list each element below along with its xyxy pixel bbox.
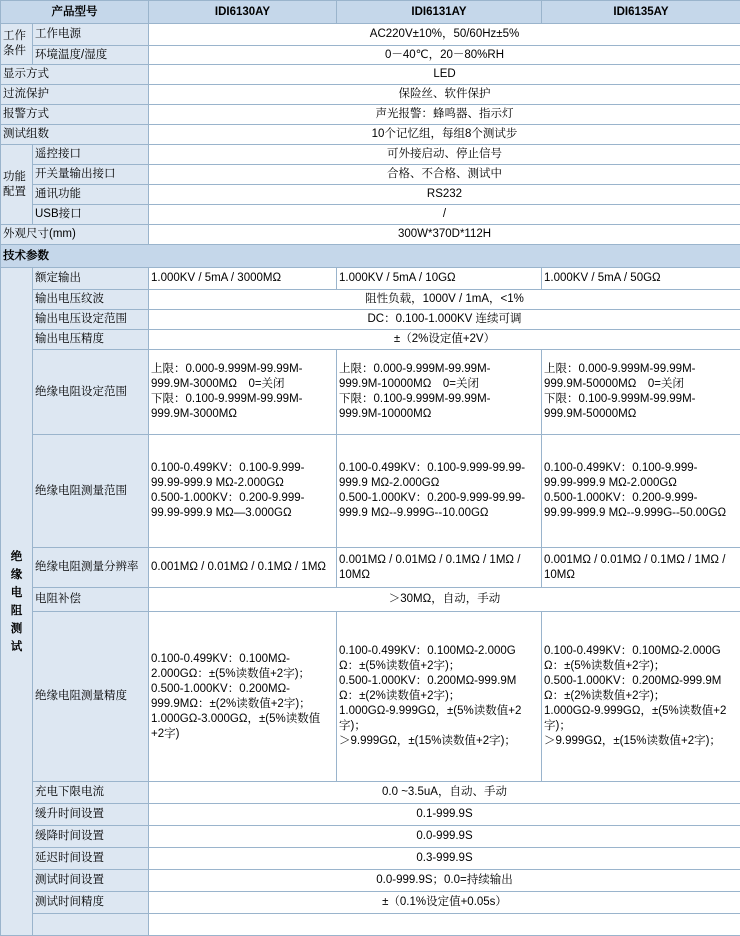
row-label: 绝缘电阻测量精度	[33, 612, 149, 782]
row-label: 环境温度/湿度	[33, 46, 149, 65]
cell-line: 1.000GΩ-3.000GΩ，±(5%读数值	[151, 712, 334, 727]
row-label: 缓降时间设置	[33, 826, 149, 848]
row-value	[337, 612, 542, 782]
model-header-1: IDI6130AY	[149, 1, 337, 24]
cell-line: 99.99-999.9 MΩ--9.999G--50.00GΩ	[544, 506, 738, 521]
row-label: USB接口	[33, 205, 149, 225]
row-value: RS232	[149, 185, 740, 205]
cell-line: 下限：0.100-9.999M-99.99M-	[151, 392, 334, 407]
table-row	[1, 588, 740, 612]
table-row	[1, 826, 740, 848]
cell-line: 0.100-0.499KV：0.100-9.999-	[151, 461, 334, 476]
table-row	[1, 612, 740, 782]
table-row	[1, 290, 740, 310]
cell-line: 0.001MΩ / 0.01MΩ / 0.1MΩ / 1MΩ /	[544, 553, 738, 568]
row-label: 报警方式	[1, 105, 149, 125]
cell-line: 0.500-1.000KV：0.200-9.999-	[151, 491, 334, 506]
row-value: 10个记忆组，每组8个测试步	[149, 125, 740, 145]
row-value	[337, 350, 542, 435]
row-value	[542, 350, 740, 435]
cell-line: 99.99-999.9 MΩ-2.000GΩ	[151, 476, 334, 491]
cell-line: Ω：±(5%读数值+2字)；	[339, 659, 539, 674]
cell-line: 0.500-1.000KV：0.200-9.999-	[544, 491, 738, 506]
cell-line: 0.100-0.499KV：0.100MΩ-2.000G	[544, 644, 738, 659]
cell-line: Ω：±(5%读数值+2字)；	[544, 659, 738, 674]
row-label	[33, 914, 149, 936]
cell-line: 上限：0.000-9.999M-99.99M-	[339, 362, 539, 377]
row-label: 电阻补偿	[33, 588, 149, 612]
row-label: 显示方式	[1, 65, 149, 85]
insulation-test-group	[1, 268, 33, 936]
table-row	[1, 205, 740, 225]
table-row	[1, 782, 740, 804]
cell-line: 2.000GΩ：±(5%读数值+2字)；	[151, 667, 334, 682]
table-row	[1, 435, 740, 548]
row-value: 声光报警：蜂鸣器、指示灯	[149, 105, 740, 125]
row-value: ±（2%设定值+2V）	[149, 330, 740, 350]
cell-line: 99.99-999.9 MΩ—3.000GΩ	[151, 506, 334, 521]
row-value: 0.1-999.9S	[149, 804, 740, 826]
table-row	[1, 848, 740, 870]
table-row	[1, 914, 740, 936]
model-header-3: IDI6135AY	[542, 1, 740, 24]
row-label: 外观尺寸(mm)	[1, 225, 149, 245]
row-value: 1.000KV / 5mA / 10GΩ	[337, 268, 542, 290]
cell-line: 10MΩ	[339, 568, 539, 583]
cell-line: 999.9M-50000MΩ	[544, 407, 738, 422]
row-value	[149, 612, 337, 782]
table-row	[1, 185, 740, 205]
row-label: 开关量输出接口	[33, 165, 149, 185]
row-value	[149, 914, 740, 936]
row-label: 输出电压纹波	[33, 290, 149, 310]
row-label: 充电下限电流	[33, 782, 149, 804]
row-label: 延迟时间设置	[33, 848, 149, 870]
cell-line: 0.500-1.000KV：0.200MΩ-999.9M	[339, 674, 539, 689]
table-row	[1, 225, 740, 245]
table-row	[1, 870, 740, 892]
cell-line: 上限：0.000-9.999M-99.99M-	[544, 362, 738, 377]
row-label: 测试时间设置	[33, 870, 149, 892]
vertical-char: 试	[3, 638, 30, 656]
table-row	[1, 65, 740, 85]
cell-line: +2字)	[151, 727, 334, 742]
cell-line: 下限：0.100-9.999M-99.99M-	[544, 392, 738, 407]
row-value: /	[149, 205, 740, 225]
row-value: 可外接启动、停止信号	[149, 145, 740, 165]
row-value: 0.0 ~3.5uA，自动、手动	[149, 782, 740, 804]
cell-line: 1.000GΩ-9.999GΩ，±(5%读数值+2	[544, 704, 738, 719]
row-value: 0－40℃，20－80%RH	[149, 46, 740, 65]
cell-line: 0.001MΩ / 0.01MΩ / 0.1MΩ / 1MΩ	[151, 560, 334, 575]
cell-line: ＞9.999GΩ，±(15%读数值+2字)；	[339, 734, 539, 749]
row-value	[542, 548, 740, 588]
cell-line: 999.9M-10000MΩ 0=关闭	[339, 377, 539, 392]
cell-line: 0.100-0.499KV：0.100MΩ-	[151, 652, 334, 667]
table-row	[1, 804, 740, 826]
cell-line: 字)；	[544, 719, 738, 734]
row-label: 测试时间精度	[33, 892, 149, 914]
cell-line: Ω：±(2%读数值+2字)；	[544, 689, 738, 704]
cell-line: 下限：0.100-9.999M-99.99M-	[339, 392, 539, 407]
table-row	[1, 548, 740, 588]
row-value	[337, 548, 542, 588]
row-value: 1.000KV / 5mA / 50GΩ	[542, 268, 740, 290]
cell-line: 999.9M-3000MΩ 0=关闭	[151, 377, 334, 392]
row-value: 0.3-999.9S	[149, 848, 740, 870]
table-row	[1, 46, 740, 65]
cell-line: 999.9MΩ：±(2%读数值+2字)；	[151, 697, 334, 712]
row-label: 通讯功能	[33, 185, 149, 205]
row-value	[542, 435, 740, 548]
table-row	[1, 85, 740, 105]
insulation-test-group-label	[3, 548, 30, 656]
vertical-char: 电	[3, 584, 30, 602]
row-value: DC：0.100-1.000KV 连续可调	[149, 310, 740, 330]
row-value: 0.0-999.9S；0.0=持续输出	[149, 870, 740, 892]
table-row	[1, 125, 740, 145]
cell-line: 0.500-1.000KV：0.200-9.999-99.99-	[339, 491, 539, 506]
row-label: 输出电压精度	[33, 330, 149, 350]
table-row	[1, 310, 740, 330]
row-value: 阻性负载，1000V / 1mA，<1%	[149, 290, 740, 310]
row-value	[149, 350, 337, 435]
row-value	[149, 435, 337, 548]
table-row	[1, 145, 740, 165]
cell-line: 10MΩ	[544, 568, 738, 583]
cell-line: 0.001MΩ / 0.01MΩ / 0.1MΩ / 1MΩ /	[339, 553, 539, 568]
cell-line: 999.9 MΩ-2.000GΩ	[339, 476, 539, 491]
cell-line: ＞9.999GΩ，±(15%读数值+2字)；	[544, 734, 738, 749]
table-row	[1, 24, 740, 46]
row-label: 测试组数	[1, 125, 149, 145]
vertical-char: 缘	[3, 566, 30, 584]
row-label: 缓升时间设置	[33, 804, 149, 826]
row-value: ＞30MΩ，自动，手动	[149, 588, 740, 612]
model-header-2: IDI6131AY	[337, 1, 542, 24]
cell-line: 0.500-1.000KV：0.200MΩ-	[151, 682, 334, 697]
cell-line: 99.99-999.9 MΩ-2.000GΩ	[544, 476, 738, 491]
cell-line: 999.9M-3000MΩ	[151, 407, 334, 422]
cell-line: Ω：±(2%读数值+2字)；	[339, 689, 539, 704]
cell-line: 999.9M-10000MΩ	[339, 407, 539, 422]
section-header-row	[1, 245, 740, 268]
vertical-char: 绝	[3, 548, 30, 566]
cell-line: 0.100-0.499KV：0.100-9.999-99.99-	[339, 461, 539, 476]
vertical-char: 阻	[3, 602, 30, 620]
cell-line: 0.100-0.499KV：0.100-9.999-	[544, 461, 738, 476]
row-value: 0.0-999.9S	[149, 826, 740, 848]
cell-line: 上限：0.000-9.999M-99.99M-	[151, 362, 334, 377]
row-value: 300W*370D*112H	[149, 225, 740, 245]
row-value: 合格、不合格、测试中	[149, 165, 740, 185]
table-row	[1, 892, 740, 914]
table-row	[1, 268, 740, 290]
cell-line: 999.9 MΩ--9.999G--10.00GΩ	[339, 506, 539, 521]
row-value: 保险丝、软件保护	[149, 85, 740, 105]
row-value: ±（0.1%设定值+0.05s）	[149, 892, 740, 914]
header-row	[1, 1, 740, 24]
table-row	[1, 350, 740, 435]
cell-line: 0.100-0.499KV：0.100MΩ-2.000G	[339, 644, 539, 659]
row-label: 绝缘电阻测量分辨率	[33, 548, 149, 588]
row-label: 输出电压设定范围	[33, 310, 149, 330]
table-row	[1, 105, 740, 125]
table-row	[1, 165, 740, 185]
row-label: 过流保护	[1, 85, 149, 105]
row-label: 绝缘电阻测量范围	[33, 435, 149, 548]
row-value	[542, 612, 740, 782]
row-label: 遥控接口	[33, 145, 149, 165]
row-label: 额定输出	[33, 268, 149, 290]
row-value: AC220V±10%，50/60Hz±5%	[149, 24, 740, 46]
cell-line: 字)；	[339, 719, 539, 734]
work-conditions-group: 工作条件	[1, 24, 33, 65]
row-label: 工作电源	[33, 24, 149, 46]
table-row	[1, 330, 740, 350]
tech-params-header: 技术参数	[1, 245, 740, 268]
row-value: 1.000KV / 5mA / 3000MΩ	[149, 268, 337, 290]
row-value	[149, 548, 337, 588]
functions-group: 功能配置	[1, 145, 33, 225]
vertical-char: 测	[3, 620, 30, 638]
cell-line: 1.000GΩ-9.999GΩ，±(5%读数值+2	[339, 704, 539, 719]
row-value	[337, 435, 542, 548]
row-value: LED	[149, 65, 740, 85]
cell-line: 999.9M-50000MΩ 0=关闭	[544, 377, 738, 392]
row-label: 绝缘电阻设定范围	[33, 350, 149, 435]
cell-line: 0.500-1.000KV：0.200MΩ-999.9M	[544, 674, 738, 689]
product-model-header: 产品型号	[1, 1, 149, 24]
